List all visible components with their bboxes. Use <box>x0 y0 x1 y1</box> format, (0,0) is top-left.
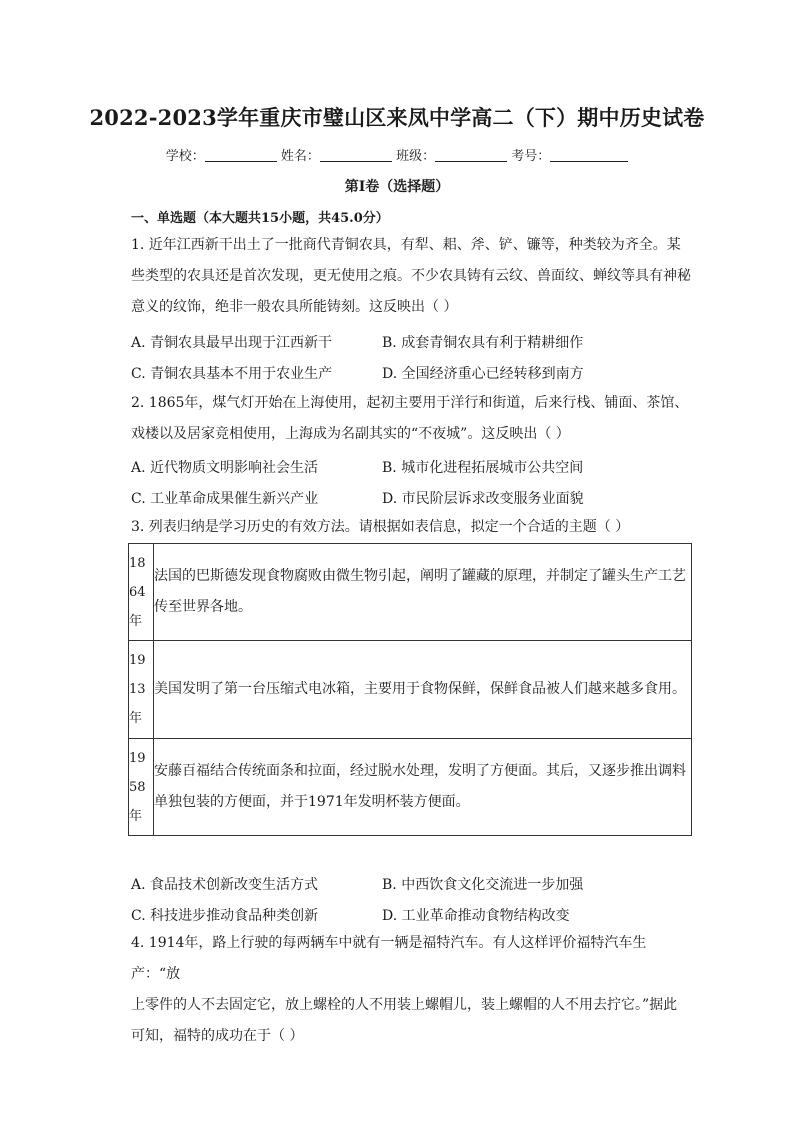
q1-option-d[interactable]: D. 全国经济重心已经转移到南方 <box>382 366 584 382</box>
table-text-cell: 法国的巴斯德发现食物腐败由微生物引起，阐明了罐藏的原理，并制定了罐头生产工艺传至世界各地。 <box>154 544 692 641</box>
exam-no-label: 考号： <box>511 149 551 164</box>
part-heading: 一、单选题（本大题共15小题，共45.0分） <box>131 211 389 226</box>
question-line: 4. 1914年，路上行驶的每两辆车中就有一辆是福特汽车。有人这样评价福特汽车生产：“放 <box>131 935 647 982</box>
info-table <box>128 543 692 836</box>
student-info-line <box>0 145 794 164</box>
table-text-cell: 安藤百福结合传统面条和拉面，经过脱水处理，发明了方便面。其后，又逐步推出调料单独包装的方便面，并于1971年发明杯装方便面。 <box>154 739 692 836</box>
question-line: 戏楼以及居家竞相使用，上海成为名副其实的“不夜城”。这反映出（ ） <box>131 426 570 442</box>
table-row <box>129 544 692 641</box>
q1-option-b[interactable]: B. 成套青铜农具有利于精耕细作 <box>382 335 584 351</box>
table-row <box>129 739 692 836</box>
class-blank[interactable] <box>435 149 507 162</box>
section-heading: 第Ⅰ卷（选择题） <box>344 179 450 195</box>
question-line: 2. 1865年，煤气灯开始在上海使用，起初主要用于洋行和街道，后来行栈、铺面、茶馆、 <box>131 395 689 411</box>
question-3 <box>131 512 691 543</box>
name-label: 姓名： <box>280 149 320 164</box>
question-line: 些类型的农具还是首次发现，更无使用之痕。不少农具铸有云纹、兽面纹、蝉纹等具有神秘 <box>131 268 691 284</box>
q1-option-c[interactable]: C. 青铜农具基本不用于农业生产 <box>131 366 333 382</box>
q1-option-a[interactable]: A. 青铜农具最早出现于江西新干 <box>131 335 333 351</box>
q2-option-a[interactable]: A. 近代物质文明影响社会生活 <box>131 460 319 476</box>
question-line: 意义的纹饰，绝非一般农具所能铸刻。这反映出（ ） <box>131 299 458 315</box>
q2-option-b[interactable]: B. 城市化进程拓展城市公共空间 <box>382 460 584 476</box>
question-line: 3. 列表归纳是学习历史的有效方法。请根据如表信息，拟定一个合适的主题（ ） <box>131 519 630 535</box>
q3-option-b[interactable]: B. 中西饮食文化交流进一步加强 <box>382 877 584 893</box>
q3-option-d[interactable]: D. 工业革命推动食物结构改变 <box>382 908 570 924</box>
question-line: 1. 近年江西新干出土了一批商代青铜农具，有犁、耜、斧、铲、镰等，种类较为齐全。某 <box>131 237 681 253</box>
q3-option-a[interactable]: A. 食品技术创新改变生活方式 <box>131 877 319 893</box>
table-year-cell: 1958年 <box>129 739 154 836</box>
q2-option-d[interactable]: D. 市民阶层诉求改变服务业面貌 <box>382 491 584 507</box>
question-2 <box>131 388 691 450</box>
table-year-cell: 1864年 <box>129 544 154 641</box>
table-row <box>129 641 692 739</box>
question-line: 可知，福特的成功在于（ ） <box>131 1028 304 1044</box>
q2-option-c[interactable]: C. 工业革命成果催生新兴产业 <box>131 491 319 507</box>
question-4 <box>131 928 691 1052</box>
table-text-cell: 美国发明了第一台压缩式电冰箱，主要用于食物保鲜，保鲜食品被人们越来越多食用。 <box>154 641 692 739</box>
school-blank[interactable] <box>205 149 277 162</box>
name-blank[interactable] <box>320 149 392 162</box>
school-label: 学校： <box>165 149 205 164</box>
q3-option-c[interactable]: C. 科技进步推动食品种类创新 <box>131 908 319 924</box>
question-line: 上零件的人不去固定它，放上螺栓的人不用装上螺帽儿，装上螺帽的人不用去拧它。”据此 <box>131 997 678 1013</box>
table-year-cell: 1913年 <box>129 641 154 739</box>
question-1 <box>131 230 691 323</box>
exam-title: 2022-2023学年重庆市璧山区来凤中学高二（下）期中历史试卷 <box>89 105 705 130</box>
exam-no-blank[interactable] <box>550 149 628 162</box>
class-label: 班级： <box>396 149 436 164</box>
